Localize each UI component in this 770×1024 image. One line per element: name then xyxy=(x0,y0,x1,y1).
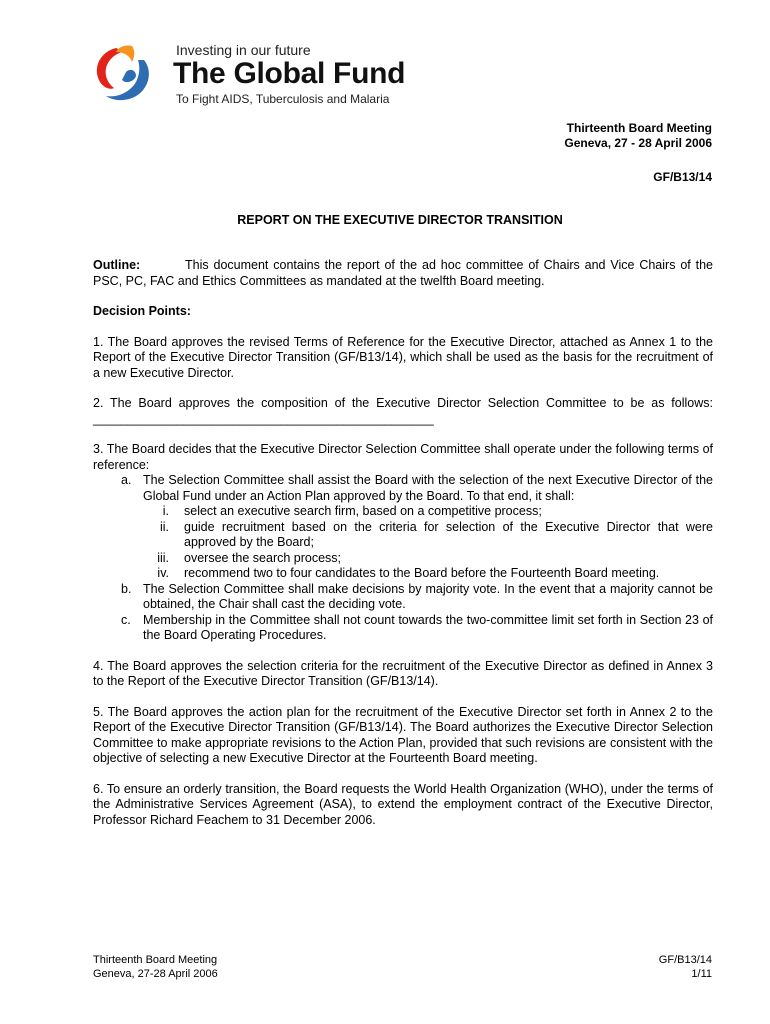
sub-list-text: guide recruitment based on the criteria for selection of the Executive Director that were approved by the Board; xyxy=(184,519,713,549)
outline-paragraph xyxy=(93,258,713,289)
document-reference: GF/B13/14 xyxy=(653,170,712,184)
meeting-location-date: Geneva, 27 - 28 April 2006 xyxy=(564,136,712,150)
terms-of-reference-list xyxy=(93,473,713,644)
decision-point-2: 2. The Board approves the composition of the Executive Director Selection Committee to be as follows: _________________________________________________ xyxy=(93,396,713,426)
list-item xyxy=(93,613,713,644)
footer-right xyxy=(659,953,712,981)
list-marker: c. xyxy=(121,612,131,627)
sub-list-marker: i. xyxy=(162,504,169,518)
outline-label: Outline: xyxy=(93,258,141,272)
decision-point-6: 6. To ensure an orderly transition, the Board requests the World Health Organization (WHO), under the terms of the Administrative Services Agreement (ASA), to extend the employment contract of the Executive Director, Professor Richard Feachem to 31 December 2006. xyxy=(93,781,713,827)
page-number: 1/11 xyxy=(691,968,712,980)
sub-list-item xyxy=(143,566,713,582)
global-fund-logo xyxy=(88,40,418,110)
sub-list-text: oversee the search process; xyxy=(184,550,342,565)
list-marker: b. xyxy=(121,581,132,596)
list-item-text: Membership in the Committee shall not count towards the two-committee limit set forth in Section 23 of the Board Operating Procedures. xyxy=(143,612,713,642)
list-item xyxy=(93,582,713,613)
decision-point-4: 4. The Board approves the selection criteria for the recruitment of the Executive Director as defined in Annex 3 to the Report of the Executive Director Transition (GF/B13/14). xyxy=(93,658,713,688)
list-item xyxy=(93,473,713,582)
sub-list-item xyxy=(143,504,713,520)
sub-list-text: recommend two to four candidates to the Board before the Fourteenth Board meeting. xyxy=(184,566,660,580)
decision-point-3-intro: 3. The Board decides that the Executive Director Selection Committee shall operate under the following terms of reference: xyxy=(93,442,713,472)
sub-list-text: select an executive search firm, based on a competitive process; xyxy=(184,504,542,518)
outline-text: This document contains the report of the ad hoc committee of Chairs and Vice Chairs of the PSC, PC, FAC and Ethics Committees as mandated at the twelfth Board meeting. xyxy=(93,258,713,288)
document-body xyxy=(93,258,713,843)
footer-doc-ref: GF/B13/14 xyxy=(658,954,712,966)
footer-left xyxy=(93,953,218,981)
decision-points-heading: Decision Points: xyxy=(93,304,191,318)
decision-point-3 xyxy=(93,442,713,644)
list-marker: a. xyxy=(121,473,132,487)
global-fund-swirl-icon xyxy=(88,42,160,104)
logo-tagline: Investing in our future xyxy=(176,42,311,58)
decision-point-5: 5. The Board approves the action plan for the recruitment of the Executive Director set forth in Annex 2 to the Report of the Executive Director Transition (GF/B13/14). The Board authorizes the Executive Director Selection Committee to make appropriate revisions to the Action Plan, provided that such revisions are consistent with the objective of selecting a new Executive Director at the Fourteenth Board meeting. xyxy=(93,704,713,765)
sub-list-marker: iii. xyxy=(157,550,169,565)
footer-meeting-name: Thirteenth Board Meeting xyxy=(93,954,218,966)
logo-subtagline: To Fight AIDS, Tuberculosis and Malaria xyxy=(176,92,390,106)
decision-point-1: 1. The Board approves the revised Terms of Reference for the Executive Director, attached as Annex 1 to the Report of the Executive Director Transition (GF/B13/14), which shall be used as the basis for the recruitment of a new Executive Director. xyxy=(93,334,713,380)
footer-meeting-date: Geneva, 27-28 April 2006 xyxy=(93,968,218,980)
sub-list-marker: ii. xyxy=(159,519,169,534)
logo-brand-name: The Global Fund xyxy=(173,57,406,90)
meeting-name: Thirteenth Board Meeting xyxy=(566,121,712,135)
list-item-text: The Selection Committee shall make decisions by majority vote. In the event that a majority cannot be obtained, the Chair shall cast the deciding vote. xyxy=(143,581,713,611)
document-title: REPORT ON THE EXECUTIVE DIRECTOR TRANSITION xyxy=(237,213,563,227)
list-item-text: The Selection Committee shall assist the Board with the selection of the next Executive Director of the Global Fund under an Action Plan approved by the Board. To that end, it shall: xyxy=(143,473,713,503)
sub-list-item xyxy=(143,551,713,567)
meeting-info xyxy=(564,121,712,151)
sub-list-item xyxy=(143,520,713,551)
sub-list-marker: iv. xyxy=(157,566,169,580)
sub-list xyxy=(143,504,713,582)
